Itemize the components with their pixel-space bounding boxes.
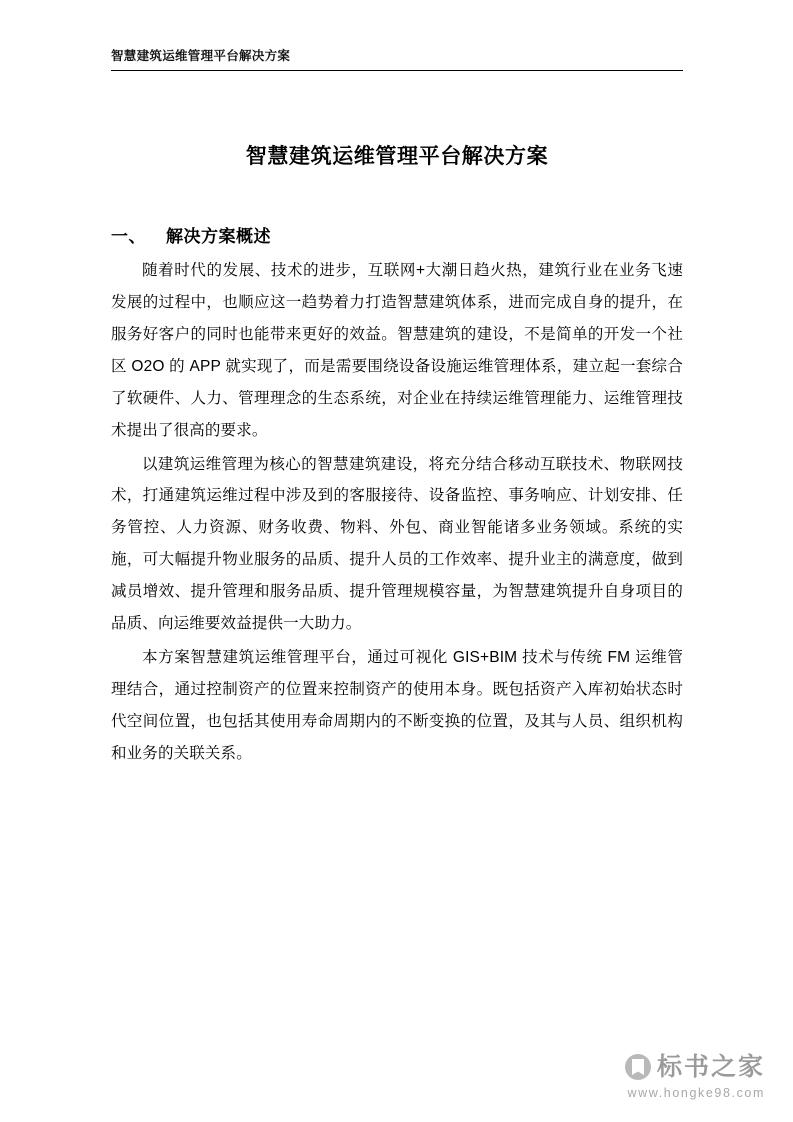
running-header-title: 智慧建筑运维管理平台解决方案 xyxy=(111,49,291,63)
section-number: 一、 xyxy=(111,227,146,246)
header-divider xyxy=(111,70,683,71)
section-heading-label: 解决方案概述 xyxy=(166,227,271,246)
paragraph-3: 本方案智慧建筑运维管理平台，通过可视化 GIS+BIM 技术与传统 FM 运维管理结合，通过控制资产的位置来控制资产的使用本身。既包括资产入库初始状态时代空间位置，也包括其使用寿命周期内的不断变换的位置，及其与人员、组织机构和业务的关联关系。 xyxy=(111,649,683,762)
bookmark-icon xyxy=(625,1054,651,1080)
watermark-logo xyxy=(625,1054,765,1080)
watermark-url: www.hongke98.com xyxy=(627,1086,765,1100)
document-body xyxy=(111,132,683,772)
paragraph-2: 以建筑运维管理为核心的智慧建筑建设，将充分结合移动互联技术、物联网技术，打通建筑运维过程中涉及到的客服接待、设备监控、事务响应、计划安排、任务管控、人力资源、财务收费、物料、外包、商业智能诸多业务领域。系统的实施，可大幅提升物业服务的品质、提升人员的工作效率、提升业主的满意度，做到减员增效、提升管理和服务品质、提升管理规模容量，为智慧建筑提升自身项目的品质、向运维要效益提供一大助力。 xyxy=(111,455,683,633)
page-title: 智慧建筑运维管理平台解决方案 xyxy=(245,145,549,168)
watermark-name: 标书之家 xyxy=(656,1052,765,1081)
page-header xyxy=(111,48,683,71)
section-heading xyxy=(111,222,683,247)
watermark xyxy=(625,1054,765,1100)
paragraph-1: 随着时代的发展、技术的进步，互联网+大潮日趋火热，建筑行业在业务飞速发展的过程中，也顺应这一趋势着力打造智慧建筑体系，进而完成自身的提升，在服务好客户的同时也能带来更好的效益。智慧建筑的建设，不是简单的开发一个社区 O2O 的 APP 就实现了，而是需要围绕设备设施运维管理体系，建立起一套综合了软硬件、人力、管理理念的生态系统，对企业在持续运维管理能力、运维管理技术提出了很高的要求。 xyxy=(111,262,683,439)
